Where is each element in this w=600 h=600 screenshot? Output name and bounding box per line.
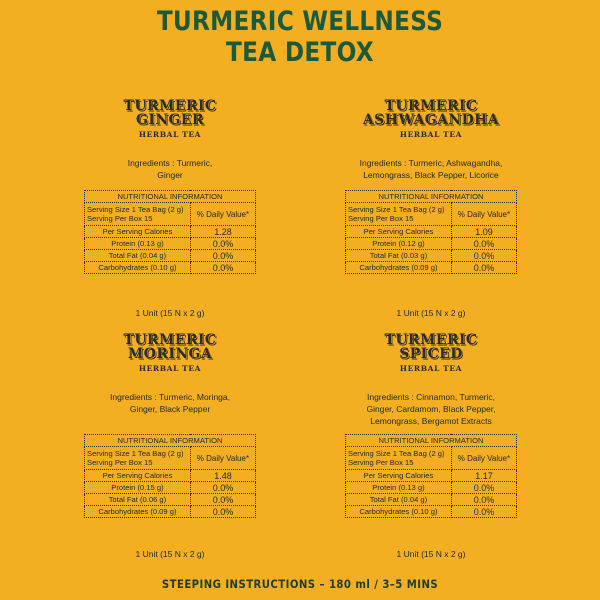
nutrition-header: NUTRITIONAL INFORMATION <box>85 435 256 447</box>
daily-value-header: % Daily Value* <box>451 203 516 226</box>
serving-info: Serving Size 1 Tea Bag (2 g) Serving Per Box 15 <box>85 447 191 470</box>
daily-value-header: % Daily Value* <box>451 447 516 470</box>
serving-info: Serving Size 1 Tea Bag (2 g) Serving Per Box 15 <box>346 203 452 226</box>
daily-value-header: % Daily Value* <box>190 447 255 470</box>
ingredients: Ingredients : Cinnamon, Turmeric, Ginger, Cardamom, Black Pepper, Lemongrass, Bergamot Extracts <box>366 392 496 426</box>
nutrition-table <box>345 190 517 274</box>
table-row: Total Fat (0.06 g) 0.0% <box>85 494 256 506</box>
table-row: Protein (0.15 g) 0.0% <box>85 482 256 494</box>
unit-info: 1 Unit (15 N x 2 g) <box>396 549 466 559</box>
steeping-instructions: STEEPING INSTRUCTIONS – 180 ml / 3–5 MINS <box>161 577 439 591</box>
tea-subtitle: HERBAL TEA <box>399 130 463 139</box>
tea-card-moringa <box>40 332 300 559</box>
tea-subtitle: HERBAL TEA <box>138 364 202 373</box>
tea-subtitle: HERBAL TEA <box>138 130 202 139</box>
table-row: Carbohydrates (0.09 g) 0.0% <box>85 506 256 518</box>
table-row: Total Fat (0.03 g) 0.0% <box>346 250 517 262</box>
nutrition-table <box>84 434 256 518</box>
table-row: Total Fat (0.04 g) 0.0% <box>85 250 256 262</box>
ingredients: Ingredients : Turmeric, Ginger <box>127 158 213 180</box>
tea-name: TURMERIC SPICED <box>384 332 478 362</box>
tea-card-ashwagandha <box>301 98 561 318</box>
table-row: Per Serving Calories 1.28 <box>85 226 256 238</box>
nutrition-header: NUTRITIONAL INFORMATION <box>346 191 517 203</box>
ingredients: Ingredients : Turmeric, Moringa, Ginger, Black Pepper <box>110 392 230 414</box>
table-row: Carbohydrates (0.10 g) 0.0% <box>85 262 256 274</box>
table-row: Carbohydrates (0.09 g) 0.0% <box>346 262 517 274</box>
nutrition-table <box>84 190 256 274</box>
unit-info: 1 Unit (15 N x 2 g) <box>135 549 205 559</box>
tea-subtitle: HERBAL TEA <box>399 364 463 373</box>
unit-info: 1 Unit (15 N x 2 g) <box>396 308 466 318</box>
table-row: Per Serving Calories 1.09 <box>346 226 517 238</box>
daily-value-header: % Daily Value* <box>190 203 255 226</box>
tea-card-spiced <box>301 332 561 559</box>
table-row: Total Fat (0.04 g) 0.0% <box>346 494 517 506</box>
tea-name: TURMERIC GINGER <box>123 98 217 128</box>
ingredients: Ingredients : Turmeric, Ashwagandha, Lemongrass, Black Pepper, Licorice <box>359 158 503 180</box>
table-row: Protein (0.13 g) 0.0% <box>346 482 517 494</box>
table-row: Per Serving Calories 1.17 <box>346 470 517 482</box>
nutrition-table <box>345 434 517 518</box>
nutrition-header: NUTRITIONAL INFORMATION <box>346 435 517 447</box>
tea-card-ginger <box>40 98 300 318</box>
serving-info: Serving Size 1 Tea Bag (2 g) Serving Per Box 15 <box>85 203 191 226</box>
title-line-2: TEA DETOX <box>226 37 374 68</box>
table-row: Per Serving Calories 1.48 <box>85 470 256 482</box>
page-title <box>42 6 558 68</box>
tea-name: TURMERIC MORINGA <box>123 332 217 362</box>
table-row: Carbohydrates (0.10 g) 0.0% <box>346 506 517 518</box>
unit-info: 1 Unit (15 N x 2 g) <box>135 308 205 318</box>
nutrition-header: NUTRITIONAL INFORMATION <box>85 191 256 203</box>
table-row: Protein (0.12 g) 0.0% <box>346 238 517 250</box>
title-line-1: TURMERIC WELLNESS <box>156 6 444 37</box>
serving-info: Serving Size 1 Tea Bag (2 g) Serving Per Box 15 <box>346 447 452 470</box>
tea-name: TURMERIC ASHWAGANDHA <box>362 98 500 128</box>
table-row: Protein (0.13 g) 0.0% <box>85 238 256 250</box>
